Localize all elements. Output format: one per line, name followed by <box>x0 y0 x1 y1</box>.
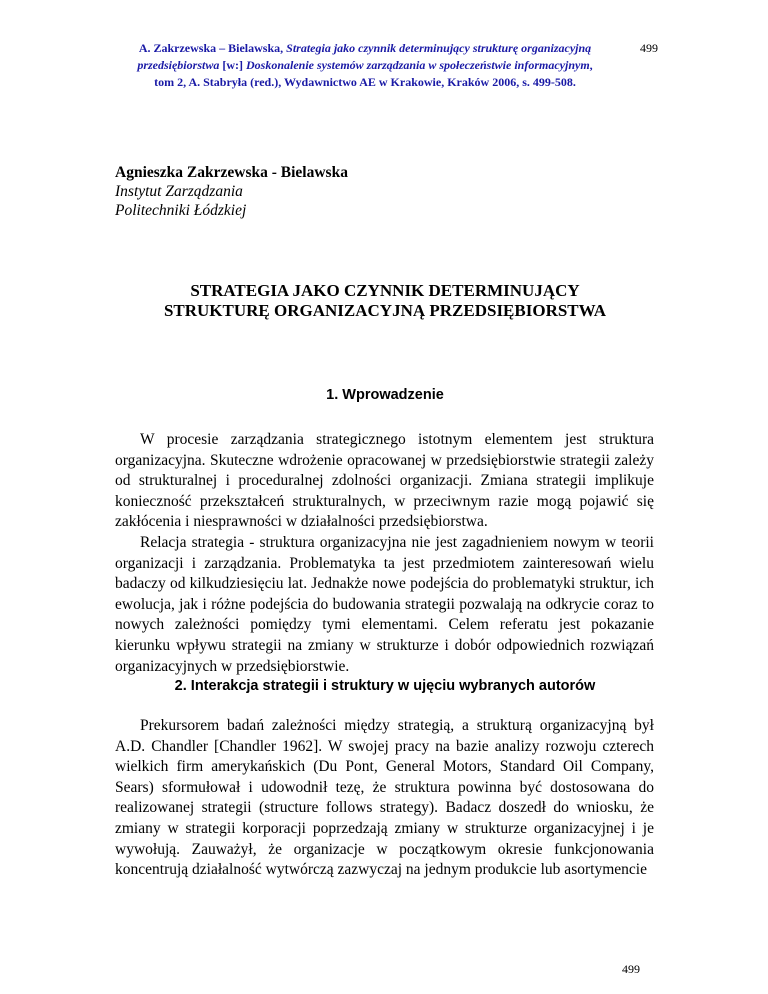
citation-author: A. Zakrzewska – Bielawska, <box>138 41 287 55</box>
citation-in: [w:] <box>219 58 246 72</box>
citation-book-title: Doskonalenie systemów zarządzania w społeczeństwie informacyjnym <box>245 58 590 72</box>
section-heading-1: 1. Wprowadzenie <box>326 387 444 403</box>
citation-publication-details: tom 2, A. Stabryła (red.), Wydawnictwo AE w Krakowie, Kraków 2006, s. 499-508. <box>154 75 576 89</box>
citation-chapter-title-cont: przedsiębiorstwa <box>137 58 220 72</box>
paragraph: Relacja strategia - struktura organizacyjna nie jest zagadnieniem nowym w teorii organizacji i zarządzania. Problematyka ta jest przedmiotem zainteresowań wielu badaczy od kilkudziesięciu lat. Jednakże nowe podejścia do problematyki struktur, ich ewolucja, jak i różne podejścia do budowania strategii pozwalają na odkrycie coraz to nowych zależności pomiędzy tymi elementami. Celem referatu jest pokazanie kierunku wpływu strategii na zmiany w strukturze i dobór odpowiednich rozwiązań organizacyjnych w przedsiębiorstwie. <box>115 533 654 675</box>
paper-title-line-1: STRATEGIA JAKO CZYNNIK DETERMINUJĄCY <box>190 281 580 300</box>
affiliation-line-1: Instytut Zarządzania <box>115 183 243 200</box>
section-heading-2: 2. Interakcja strategii i struktury w ujęciu wybranych autorów <box>174 678 596 694</box>
citation-chapter-title: Strategia jako czynnik determinujący strukturę organizacyjną <box>286 41 592 55</box>
author-name: Agnieszka Zakrzewska - Bielawska <box>115 164 348 181</box>
paper-title-line-2: STRUKTURĘ ORGANIZACYJNĄ PRZEDSIĘBIORSTWA <box>163 301 607 320</box>
page-number-top: 499 <box>640 41 658 55</box>
paragraph: Prekursorem badań zależności między strategią, a strukturą organizacyjną był A.D. Chandler [Chandler 1962]. W swojej pracy na bazie analizy rozwoju czterech wielkich firm amerykańskich (Du Pont, General Motors, Standard Oil Company, Sears) sformułował i udowodnił tezę, że struktura powinna być dostosowana do realizowanej strategii (structure follows strategy). Badacz doszedł do wniosku, że zmiany w strategii korporacji poprzedzają zmiany w strukturze organizacyjnej i je wywołują. Zauważył, że organizacje w początkowym okresie funkcjonowania koncentrują działalność wytwórczą zazwyczaj na jednym produkcie lub asortymencie <box>115 717 654 879</box>
affiliation-line-2: Politechniki Łódzkiej <box>115 202 247 219</box>
section-1-body <box>115 430 654 677</box>
citation-header <box>105 40 625 91</box>
page-number-bottom: 499 <box>622 962 640 976</box>
paper-title <box>115 281 655 321</box>
section-2-body <box>115 716 654 881</box>
citation-comma: , <box>589 58 593 72</box>
paragraph: W procesie zarządzania strategicznego istotnym elementem jest struktura organizacyjna. Skuteczne wdrożenie opracowanej w przedsiębiorstwie strategii zależy od strukturalnej i proceduralnej zdolności organizacji. Zmiana strategii implikuje konieczność przekształceń strukturalnych, w przeciwnym razie mogą pojawić się zakłócenia i niesprawności w działalności przedsiębiorstwa. <box>115 431 654 531</box>
author-block <box>115 163 515 220</box>
